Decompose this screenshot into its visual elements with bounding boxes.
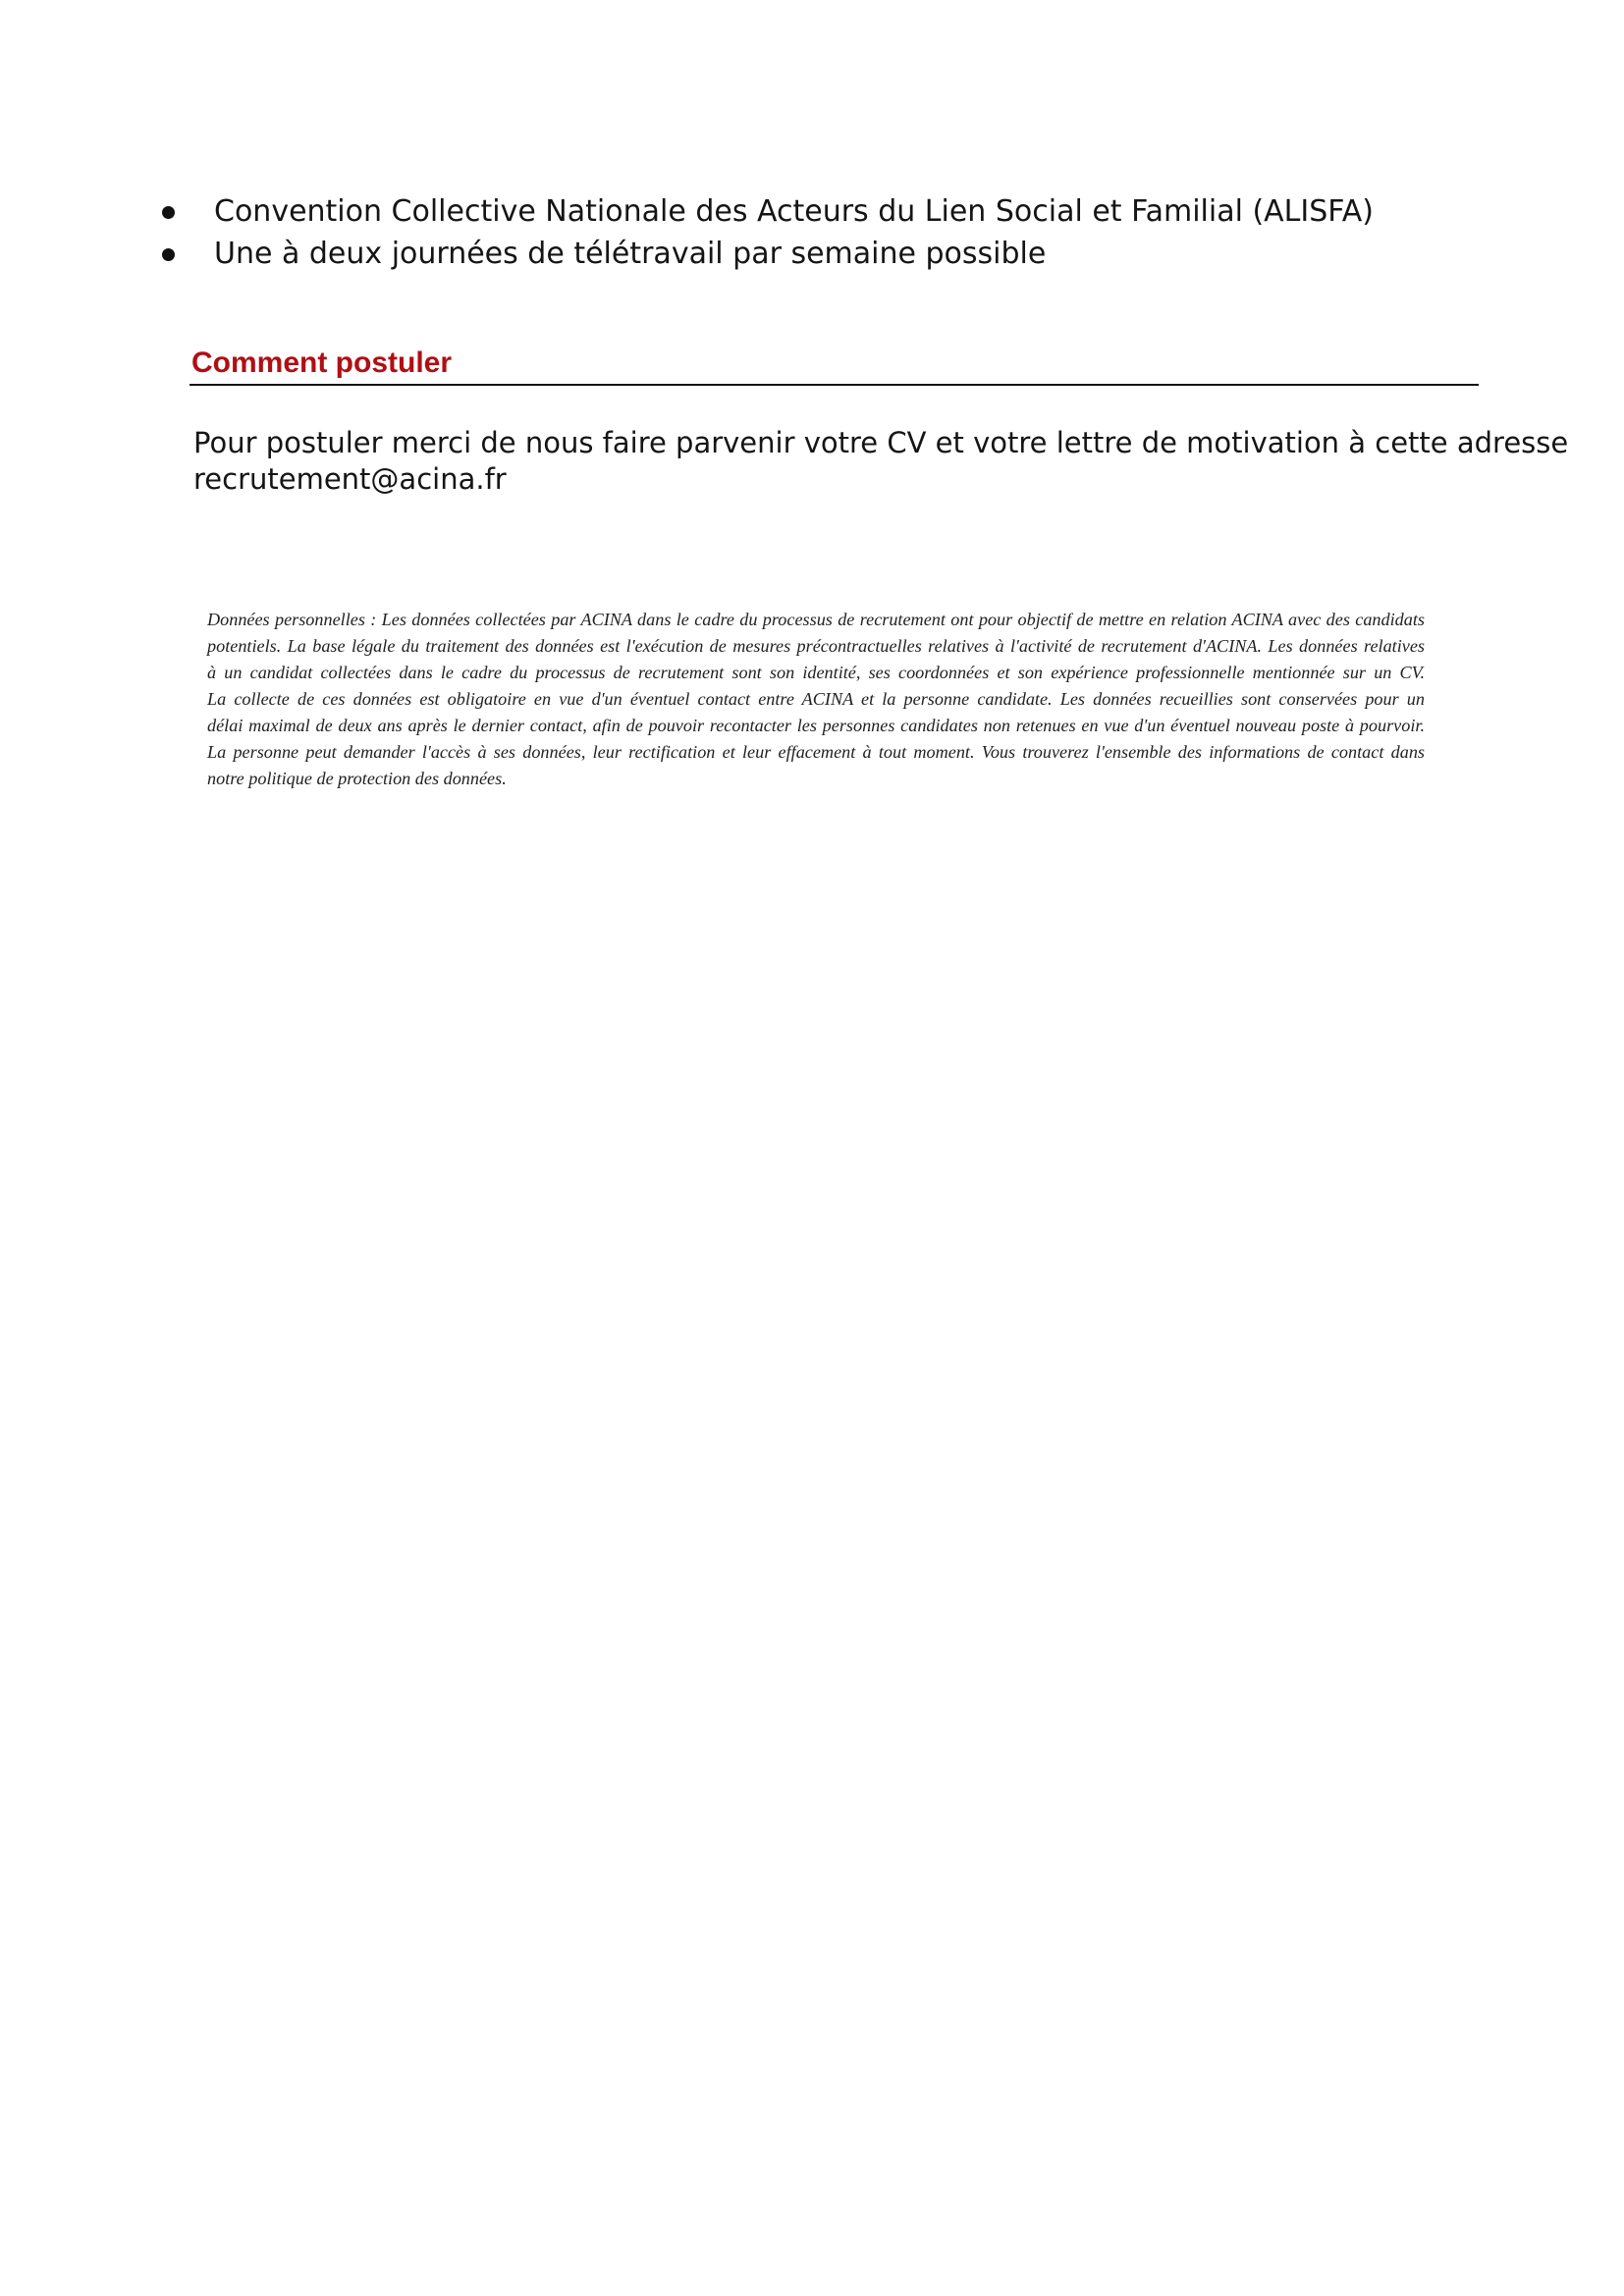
privacy-line: délai maximal de deux ans après le dernier contact, afin de pouvoir recontacter les personnes candidates non retenues en vue d'un éventuel nouveau poste à pourvoir.	[207, 716, 1425, 735]
bullet-icon	[162, 248, 175, 261]
privacy-line: potentiels. La base légale du traitement des données est l'exécution de mesures précontractuelles relatives à l'activité de recrutement d'ACINA. Les données relatives	[207, 636, 1425, 656]
recruitment-email: recrutement@acina.fr	[193, 462, 507, 496]
privacy-line: à un candidat collectées dans le cadre du processus de recrutement sont son identité, ses coordonnées et son expérience professionnelle mentionnée sur un CV.	[207, 663, 1425, 682]
section-heading-comment-postuler: Comment postuler	[191, 347, 453, 379]
privacy-line: La personne peut demander l'accès à ses données, leur rectification et leur effacement à tout moment. Vous trouverez l'ensemble des informations de contact dans	[207, 742, 1425, 762]
privacy-notice	[207, 607, 1425, 792]
bullet-icon	[162, 206, 175, 219]
apply-instructions-line: Pour postuler merci de nous faire parvenir votre CV et votre lettre de motivation à cette adresse	[193, 426, 1569, 459]
section-divider	[189, 384, 1479, 386]
benefit-text: Convention Collective Nationale des Acteurs du Lien Social et Familial (ALISFA)	[214, 194, 1375, 229]
list-item	[162, 190, 1488, 233]
privacy-line: La collecte de ces données est obligatoire en vue d'un éventuel contact entre ACINA et la personne candidate. Les données recueillies sont conservées pour un	[207, 689, 1425, 709]
list-item	[162, 233, 1488, 275]
privacy-line: Données personnelles : Les données collectées par ACINA dans le cadre du processus de recrutement ont pour objectif de mettre en relation ACINA avec des candidats	[207, 610, 1425, 629]
privacy-line: notre politique de protection des données.	[207, 769, 507, 788]
benefit-text: Une à deux journées de télétravail par semaine possible	[214, 237, 1047, 271]
apply-instructions	[193, 425, 1569, 498]
benefits-list	[162, 190, 1488, 275]
